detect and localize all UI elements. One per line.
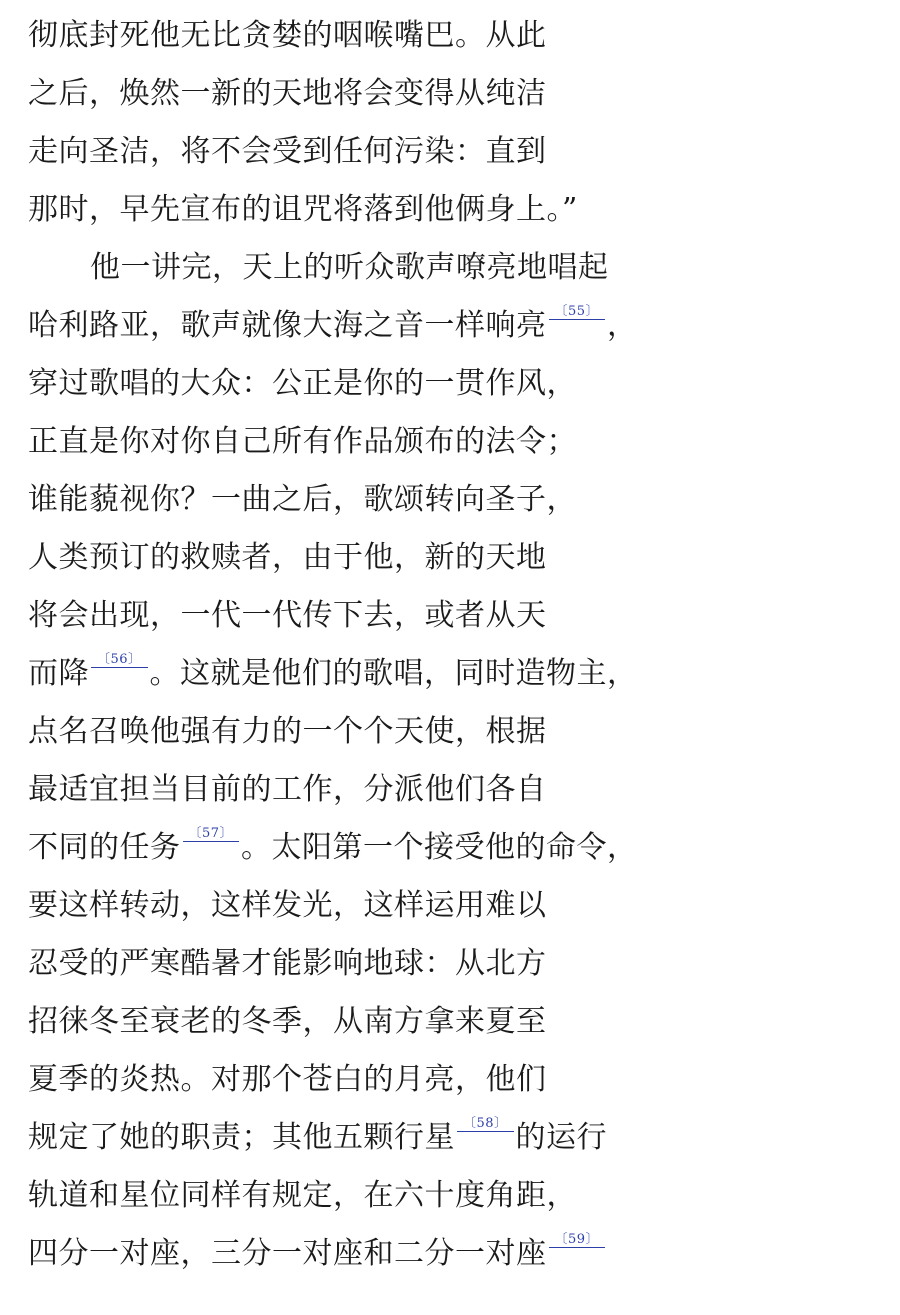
text-line: 夏季的炎热。对那个苍白的月亮，他们 — [28, 1062, 547, 1097]
text-line: 人类预订的救赎者，由于他，新的天地 — [28, 540, 547, 575]
footnote-link-58[interactable]: 〔58〕 — [457, 1117, 514, 1132]
text-line: 彻底封死他无比贪婪的咽喉嘴巴。从此 — [28, 18, 547, 53]
text-line: 之后，焕然一新的天地将会变得从纯洁 — [28, 76, 547, 111]
line-text: 。太阳第一个接受他的命令， — [241, 830, 638, 865]
text-line: 要这样转动，这样发光，这样运用难以 — [28, 888, 547, 923]
text-line — [28, 819, 638, 877]
text-line — [28, 297, 638, 355]
text-line: 点名召唤他强有力的一个个天使，根据 — [28, 714, 547, 749]
text-line: 那时，早先宣布的诅咒将落到他俩身上。” — [28, 192, 578, 227]
text-line: 正直是你对你自己所有作品颁布的法令； — [28, 424, 577, 459]
line-text: 。这就是他们的歌唱，同时造物主， — [149, 656, 638, 691]
text-line: 谁能藐视你？一曲之后，歌颂转向圣子， — [28, 482, 577, 517]
footnote-link-56[interactable]: 〔56〕 — [91, 653, 148, 668]
text-line — [28, 1225, 607, 1283]
text-line: 将会出现，一代一代传下去，或者从天 — [28, 598, 547, 633]
line-text: ， — [607, 308, 638, 343]
line-text: 不同的任务 — [28, 830, 181, 865]
line-text: 的运行 — [515, 1120, 608, 1155]
paragraph-first-line: 他一讲完，天上的听众歌声嘹亮地唱起 — [90, 250, 609, 285]
line-text: 哈利路亚，歌声就像大海之音一样响亮 — [28, 308, 547, 343]
line-text: 而降 — [28, 656, 89, 691]
footnote-link-57[interactable]: 〔57〕 — [183, 827, 240, 842]
footnote-link-59[interactable]: 〔59〕 — [549, 1233, 606, 1248]
footnote-link-55[interactable]: 〔55〕 — [549, 305, 606, 320]
text-line: 穿过歌唱的大众：公正是你的一贯作风， — [28, 366, 577, 401]
text-line: 招徕冬至衰老的冬季，从南方拿来夏至 — [28, 1004, 547, 1039]
text-line: 轨道和星位同样有规定，在六十度角距， — [28, 1178, 577, 1213]
line-text: 四分一对座，三分一对座和二分一对座 — [28, 1236, 547, 1271]
text-line: 忍受的严寒酷暑才能影响地球：从北方 — [28, 946, 547, 981]
line-text: 规定了她的职责；其他五颗行星 — [28, 1120, 455, 1155]
text-line: 走向圣洁，将不会受到任何污染：直到 — [28, 134, 547, 169]
text-line — [28, 645, 638, 703]
text-line: 最适宜担当目前的工作，分派他们各自 — [28, 772, 547, 807]
text-line — [28, 1109, 607, 1167]
